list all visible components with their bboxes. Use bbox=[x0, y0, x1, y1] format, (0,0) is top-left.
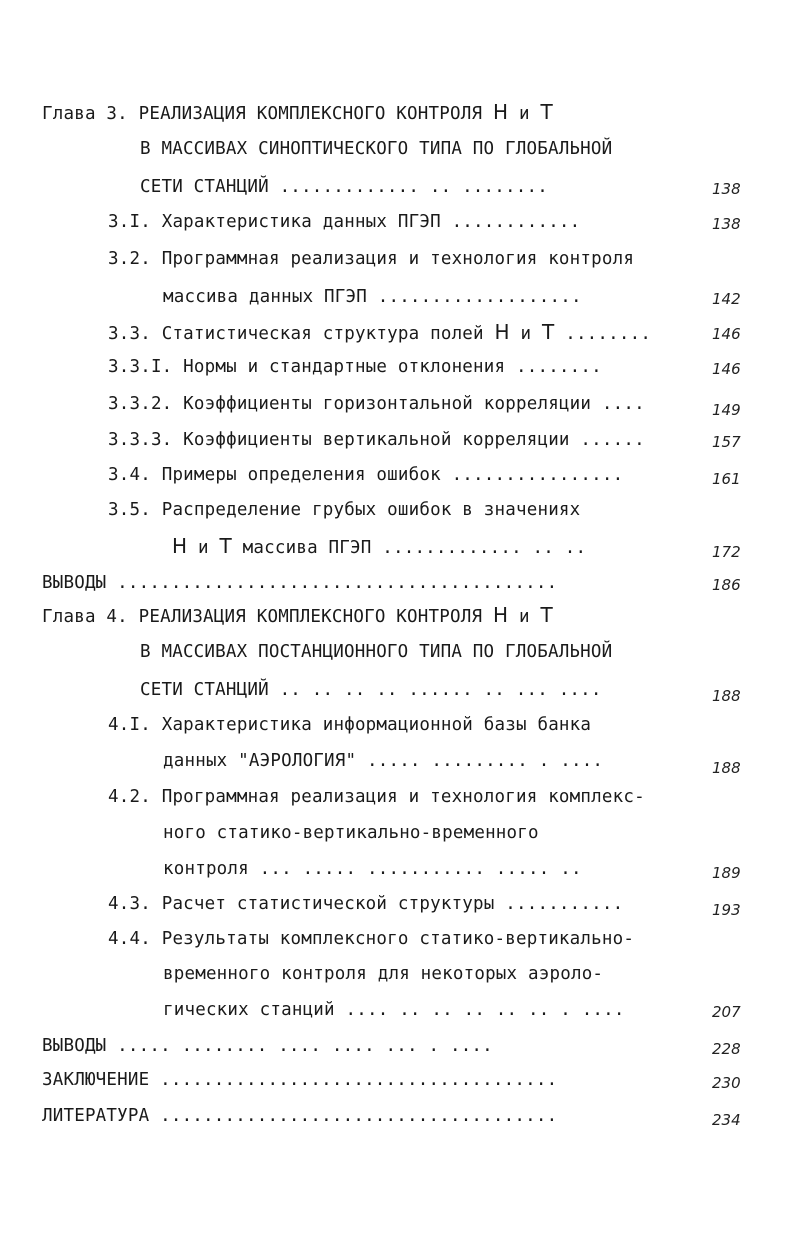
page-conclusions-1: 186 bbox=[712, 576, 741, 594]
toc-entry-3-2 bbox=[108, 247, 634, 271]
section-number: 3.4. bbox=[108, 465, 151, 485]
chapter-4-prefix: Глава 4. bbox=[42, 607, 128, 627]
section-title: Нормы и стандартные отклонения ........ bbox=[183, 357, 602, 377]
page-3-4: 161 bbox=[712, 470, 741, 488]
section-4-4-title-line-2: временного контроля для некоторых аэроло- bbox=[163, 964, 604, 984]
chapter-4-heading bbox=[42, 603, 553, 629]
section-number: 3.3. bbox=[108, 324, 151, 344]
chapter-3-page: 138 bbox=[712, 180, 741, 198]
section-number: 4.I. bbox=[108, 715, 151, 735]
toc-entry-3-3-2 bbox=[108, 392, 645, 416]
page-4-2: 189 bbox=[712, 864, 741, 882]
chapter-3-title-line-1: РЕАЛИЗАЦИЯ КОМПЛЕКСНОГО КОНТРОЛЯ bbox=[138, 104, 483, 124]
chapter-4-title-line-3: СЕТИ СТАНЦИЙ .. .. .. .. ...... .. ... .... bbox=[140, 680, 602, 700]
section-3-5-title-line-2 bbox=[172, 534, 586, 560]
section-title: Статистическая структура полей bbox=[161, 324, 484, 344]
page-3-1: 138 bbox=[712, 215, 741, 233]
section-3-2-title-line-2: массива данных ПГЭП ................... bbox=[163, 287, 582, 307]
chapter-4-page: 188 bbox=[712, 687, 741, 705]
page-references: 234 bbox=[712, 1111, 741, 1129]
section-title-line-1: Характеристика информационной базы банка bbox=[161, 715, 592, 735]
toc-entry-3-3 bbox=[108, 320, 651, 346]
var-H: Н bbox=[492, 603, 509, 627]
page-3-2: 142 bbox=[712, 290, 741, 308]
toc-conclusion: ЗАКЛЮЧЕНИЕ ..................................... bbox=[42, 1070, 558, 1090]
var-and: и bbox=[520, 324, 532, 344]
section-title-line-2: массива ПГЭП ............. .. .. bbox=[242, 538, 587, 558]
section-title: Коэффициенты вертикальной корреляции ...... bbox=[183, 430, 645, 450]
toc-entry-3-1 bbox=[108, 210, 580, 234]
section-number: 3.5. bbox=[108, 500, 151, 520]
var-H: Н bbox=[494, 320, 510, 344]
toc-entry-4-1 bbox=[108, 713, 591, 737]
toc-conclusions-2: ВЫВОДЫ ..... ........ .... .... ... . .... bbox=[42, 1036, 493, 1056]
section-title-line-1: Программная реализация и технология комплекс- bbox=[161, 787, 645, 807]
var-and: и bbox=[518, 104, 530, 124]
toc-entry-3-5 bbox=[108, 498, 580, 522]
toc-entry-3-3-1 bbox=[108, 355, 602, 379]
page-3-3-1: 146 bbox=[712, 360, 741, 378]
page-4-1: 188 bbox=[712, 759, 741, 777]
var-T: Т bbox=[540, 100, 553, 124]
section-number: 4.3. bbox=[108, 894, 151, 914]
section-number: 3.3.2. bbox=[108, 394, 173, 414]
section-4-4-title-line-3: гических станций .... .. .. .. .. .. . .... bbox=[163, 1000, 625, 1020]
chapter-4-title-line-2: В МАССИВАХ ПОСТАНЦИОННОГО ТИПА ПО ГЛОБАЛЬНОЙ bbox=[140, 642, 613, 662]
page-3-3-2: 149 bbox=[712, 401, 741, 419]
var-and: и bbox=[518, 607, 530, 627]
chapter-3-title-line-2: В МАССИВАХ СИНОПТИЧЕСКОГО ТИПА ПО ГЛОБАЛЬНОЙ bbox=[140, 139, 613, 159]
toc-references: ЛИТЕРАТУРА ..................................... bbox=[42, 1106, 558, 1126]
toc-entry-4-4 bbox=[108, 927, 634, 951]
section-number: 4.4. bbox=[108, 929, 151, 949]
var-T: Т bbox=[540, 603, 553, 627]
var-T: Т bbox=[542, 320, 555, 344]
section-4-2-title-line-3: контроля ... ..... ........... ..... .. bbox=[163, 859, 582, 879]
section-number: 3.I. bbox=[108, 212, 151, 232]
section-number: 3.3.I. bbox=[108, 357, 173, 377]
section-number: 3.2. bbox=[108, 249, 151, 269]
page-4-4: 207 bbox=[712, 1003, 741, 1021]
leader-dots: ........ bbox=[565, 324, 652, 344]
section-number: 4.2. bbox=[108, 787, 151, 807]
toc-entry-4-2 bbox=[108, 785, 645, 809]
section-title: Коэффициенты горизонтальной корреляции .... bbox=[183, 394, 645, 414]
section-4-1-title-line-2: данных "АЭРОЛОГИЯ" ..... ......... . .... bbox=[163, 751, 604, 771]
page-conclusions-2: 228 bbox=[712, 1040, 741, 1058]
toc-entry-3-3-3 bbox=[108, 428, 645, 452]
toc-conclusions-1: ВЫВОДЫ ......................................... bbox=[42, 573, 558, 593]
var-T: Т bbox=[219, 534, 232, 558]
section-title-line-1: Распределение грубых ошибок в значениях bbox=[161, 500, 581, 520]
section-title: Примеры определения ошибок ................ bbox=[161, 465, 624, 485]
var-H: Н bbox=[492, 100, 509, 124]
chapter-3-heading bbox=[42, 100, 553, 126]
var-and: и bbox=[198, 538, 209, 558]
page-3-3: 146 bbox=[712, 325, 741, 343]
section-title-line-1: Результаты комплексного статико-вертикально- bbox=[161, 929, 635, 949]
section-title-line-1: Программная реализация и технология контроля bbox=[161, 249, 635, 269]
var-H: Н bbox=[172, 534, 188, 558]
chapter-3-prefix: Глава 3. bbox=[42, 104, 128, 124]
section-title: Характеристика данных ПГЭП ............ bbox=[161, 212, 581, 232]
page-3-3-3: 157 bbox=[712, 433, 741, 451]
section-number: 3.3.3. bbox=[108, 430, 173, 450]
toc-entry-4-3 bbox=[108, 892, 623, 916]
page-conclusion: 230 bbox=[712, 1074, 741, 1092]
section-4-2-title-line-2: ного статико-вертикально-временного bbox=[163, 823, 539, 843]
chapter-4-title-line-1: РЕАЛИЗАЦИЯ КОМПЛЕКСНОГО КОНТРОЛЯ bbox=[138, 607, 483, 627]
page-4-3: 193 bbox=[712, 901, 741, 919]
toc-entry-3-4 bbox=[108, 463, 623, 487]
section-title: Расчет статистической структуры ........... bbox=[161, 894, 624, 914]
chapter-3-title-line-3: СЕТИ СТАНЦИЙ ............. .. ........ bbox=[140, 177, 548, 197]
page-3-5: 172 bbox=[712, 543, 741, 561]
